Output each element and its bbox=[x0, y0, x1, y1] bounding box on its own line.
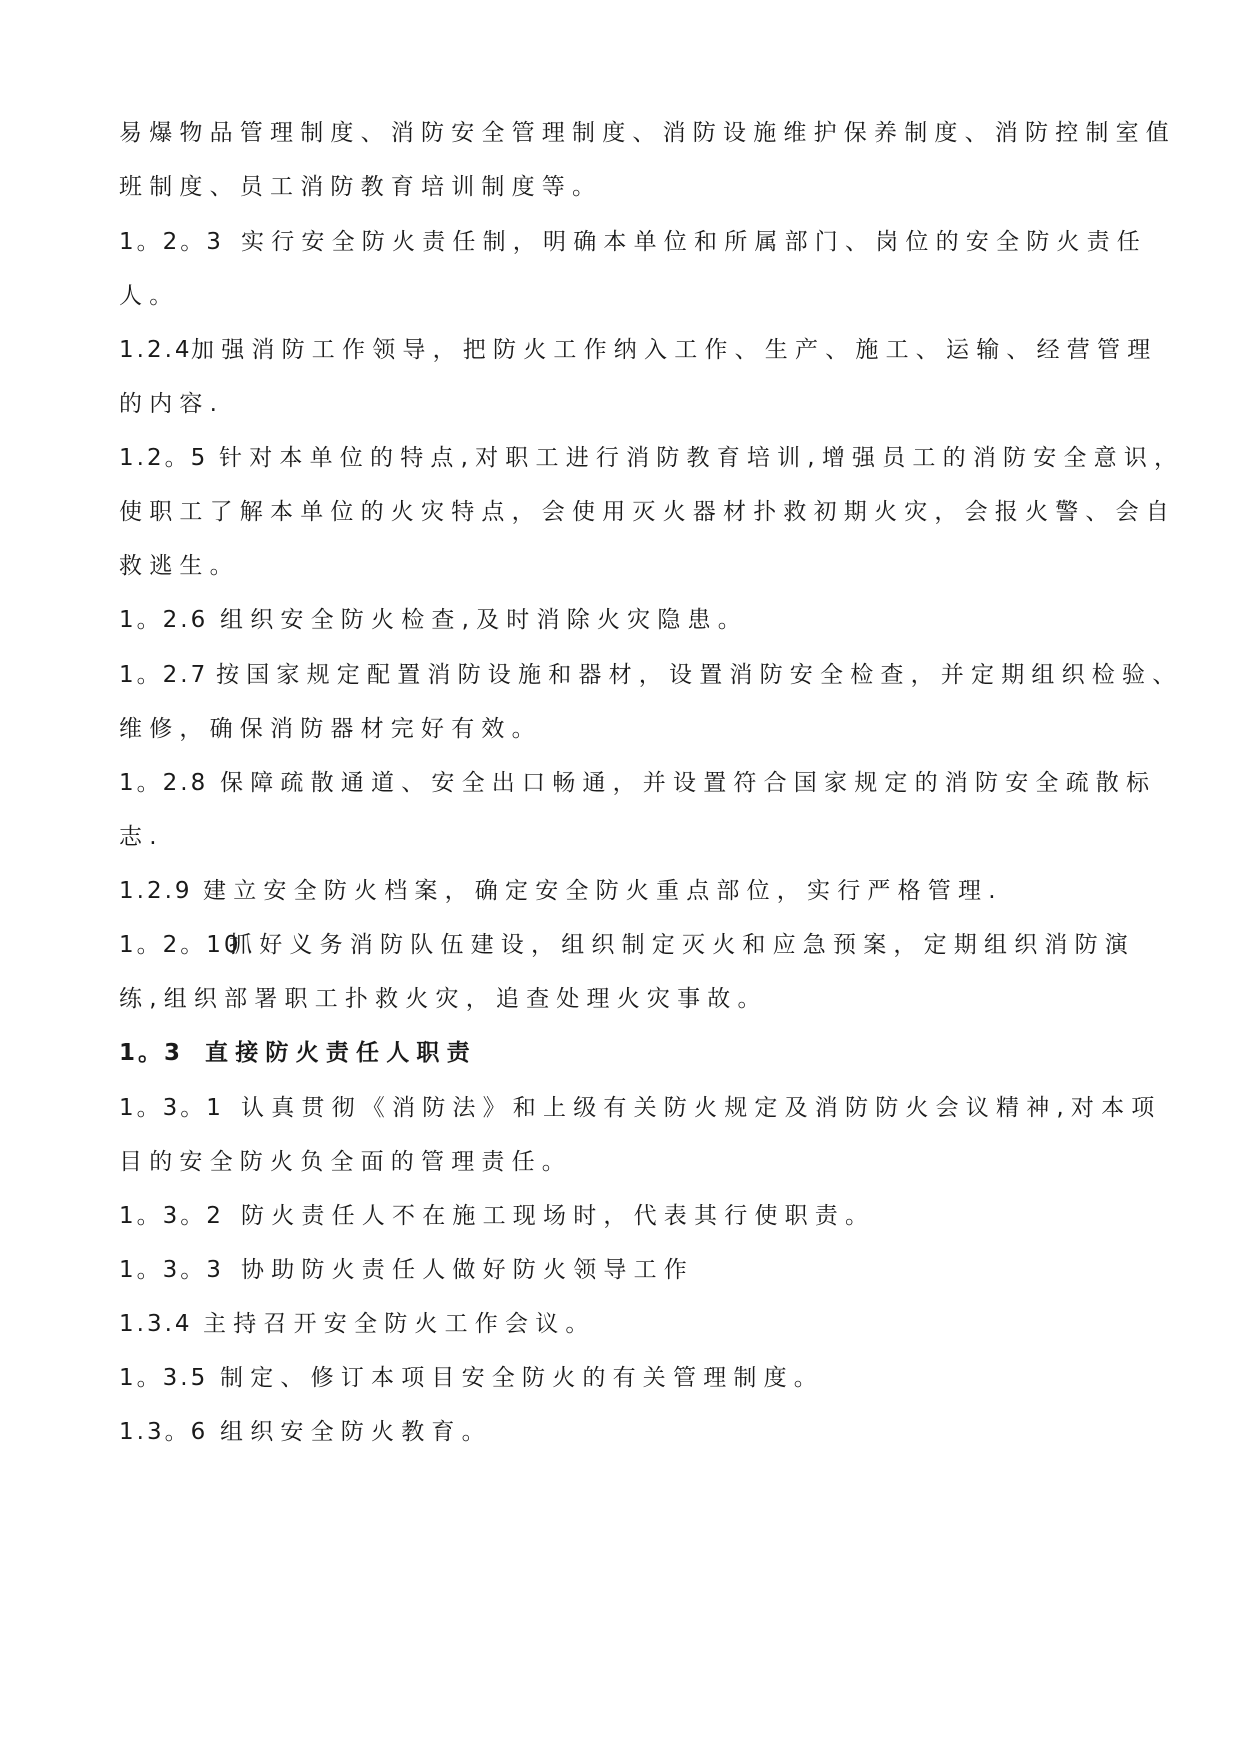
paragraph-line: 易爆物品管理制度、消防安全管理制度、消防设施维护保养制度、消防控制室值 bbox=[119, 120, 1176, 146]
paragraph-line: 班制度、员工消防教育培训制度等。 bbox=[119, 174, 603, 200]
clause-1-2-7: 1。2.7 按国家规定配置消防设施和器材，设置消防安全检查，并定期组织检验、 bbox=[119, 662, 1183, 688]
paragraph-line: 目的安全防火负全面的管理责任。 bbox=[119, 1149, 572, 1175]
paragraph-line: 使职工了解本单位的火灾特点，会使用灭火器材扑救初期火灾，会报火警、会自 bbox=[119, 499, 1176, 525]
paragraph-line: 的内容. bbox=[119, 391, 225, 417]
paragraph-line: 志. bbox=[119, 824, 164, 850]
clause-1-2-9: 1.2.9 建立安全防火档案，确定安全防火重点部位，实行严格管理. bbox=[119, 878, 1003, 904]
clause-1-2-10: 1。2。10抓好义务消防队伍建设，组织制定灭火和应急预案，定期组织消防演 bbox=[119, 932, 1135, 958]
clause-1-3-4: 1.3.4 主持召开安全防火工作会议。 bbox=[119, 1311, 596, 1337]
clause-1-2-4: 1.2.4加强消防工作领导，把防火工作纳入工作、生产、施工、运输、经营管理 bbox=[119, 337, 1158, 363]
clause-1-2-3: 1。2。3 实行安全防火责任制，明确本单位和所属部门、岗位的安全防火责任 bbox=[119, 229, 1147, 255]
clause-1-2-6: 1。2.6 组织安全防火检查,及时消除火灾隐患。 bbox=[119, 607, 748, 633]
section-heading-1-3: 1。3 直接防火责任人职责 bbox=[119, 1040, 477, 1066]
clause-1-3-1: 1。3。1 认真贯彻《消防法》和上级有关防火规定及消防防火会议精神,对本项 bbox=[119, 1095, 1162, 1121]
paragraph-line: 救逃生。 bbox=[119, 553, 240, 579]
paragraph-line: 维修，确保消防器材完好有效。 bbox=[119, 716, 542, 742]
clause-1-2-5: 1.2。5 针对本单位的特点,对职工进行消防教育培训,增强员工的消防安全意识， bbox=[119, 445, 1185, 471]
paragraph-line: 人。 bbox=[119, 283, 180, 309]
clause-1-3-5: 1。3.5 制定、修订本项目安全防火的有关管理制度。 bbox=[119, 1365, 824, 1391]
clause-1-2-8: 1。2.8 保障疏散通道、安全出口畅通，并设置符合国家规定的消防安全疏散标 bbox=[119, 770, 1157, 796]
paragraph-line: 练,组织部署职工扑救火灾，追查处理火灾事故。 bbox=[119, 986, 768, 1012]
clause-1-3-6: 1.3。6 组织安全防火教育。 bbox=[119, 1419, 492, 1445]
clause-1-3-2: 1。3。2 防火责任人不在施工现场时，代表其行使职责。 bbox=[119, 1203, 876, 1229]
clause-1-3-3: 1。3。3 协助防火责任人做好防火领导工作 bbox=[119, 1257, 694, 1283]
